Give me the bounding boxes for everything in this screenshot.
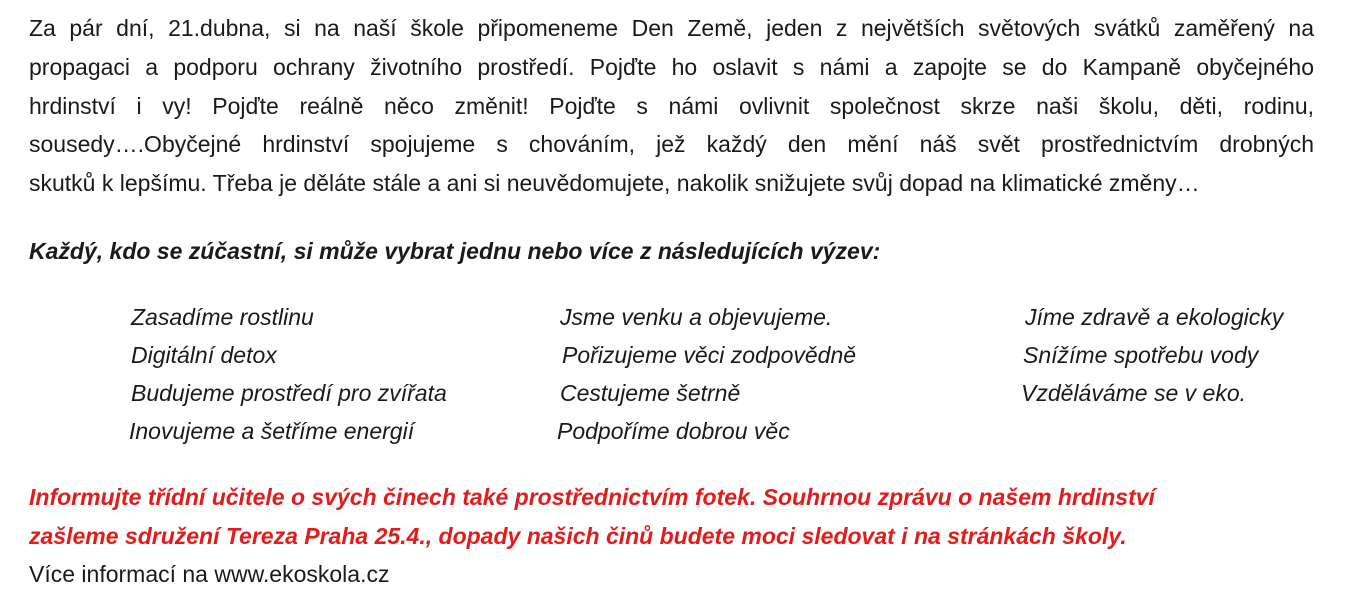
challenge-item: Jsme venku a objevujeme. (560, 304, 833, 330)
notice-line: Informujte třídní učitele o svých činech také prostřednictvím fotek. Souhrnou zprávu o našem hrdinství (29, 484, 1155, 510)
intro-line: sousedy….Obyčejné hrdinství spojujeme s chováním, jež každý den mění náš svět prostřednictvím drobných (29, 131, 1314, 158)
challenge-item: Budujeme prostředí pro zvířata (131, 380, 447, 406)
challenge-item: Jíme zdravě a ekologicky (1025, 304, 1284, 330)
notice-line: zašleme sdružení Tereza Praha 25.4., dopady našich činů budete moci sledovat i na stránkách školy. (29, 522, 1127, 549)
intro-line: Za pár dní, 21.dubna, si na naší škole připomeneme Den Země, jeden z největších světových svátků zaměřený na (29, 15, 1314, 41)
challenge-item: Cestujeme šetrně (560, 380, 741, 406)
challenge-item: Digitální detox (131, 342, 277, 368)
intro-line: propagaci a podporu ochrany životního prostředí. Pojďte ho oslavit s námi a zapojte se do Kampaně obyčejného (29, 53, 1314, 80)
challenge-item: Vzděláváme se v eko. (1021, 380, 1247, 406)
challenge-item: Zasadíme rostlinu (131, 304, 314, 330)
challenge-item: Snížíme spotřebu vody (1023, 342, 1259, 368)
challenge-item: Inovujeme a šetříme energií (129, 418, 415, 444)
challenge-item: Pořizujeme věci zodpovědně (562, 342, 857, 368)
challenge-item: Podpoříme dobrou věc (557, 418, 790, 444)
more-info-text: Více informací na www.ekoskola.cz (29, 561, 390, 587)
red-notice (29, 478, 1155, 556)
intro-line: hrdinství i vy! Pojďte reálně něco změnit! Pojďte s námi ovlivnit společnost skrze naši školu, děti, rodinu, (29, 92, 1314, 119)
intro-paragraph (29, 9, 1314, 203)
challenges-heading: Každý, kdo se zúčastní, si může vybrat jednu nebo více z následujících výzev: (29, 238, 881, 264)
intro-line: skutků k lepšímu. Třeba je děláte stále a ani si neuvědomujete, nakolik snižujete svůj dopad na klimatické změny… (29, 170, 1200, 197)
